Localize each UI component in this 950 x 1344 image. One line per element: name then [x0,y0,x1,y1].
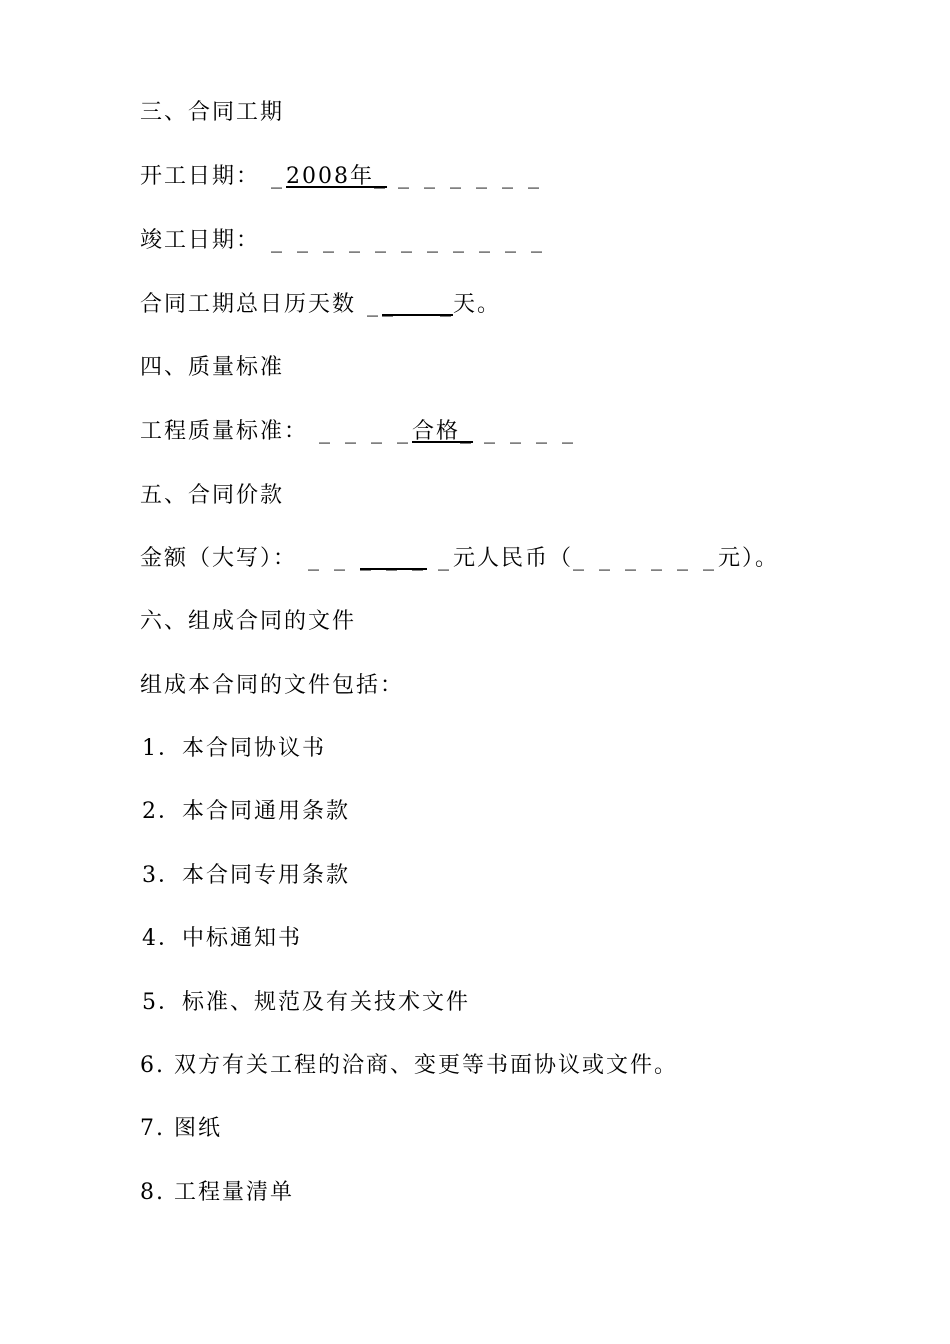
end-date-label: 竣工日期： [140,228,261,253]
list-item: 6. 双方有关工程的洽商、变更等书面协议或文件。 [140,1053,678,1078]
total-days-blank-pre: _ [356,292,383,317]
start-date-value: 2008年_ [286,164,388,189]
start-date-line [140,162,543,192]
list-item: 2．本合同通用条款 [142,799,350,824]
list-item: 4．中标通知书 [142,926,302,951]
amount-label: 金额（大写）： [140,546,298,571]
section-6-title: 六、组成合同的文件 [140,609,357,634]
quality-blank-pre: _ _ _ _ [308,419,412,444]
list-item: 5．标准、规范及有关技术文件 [142,990,470,1015]
total-days-unit: 天。 [452,292,501,317]
list-item: 3．本合同专用条款 [142,863,350,888]
total-days-value: _ _ [382,292,453,317]
quality-standard-value: 合格_ [412,419,474,444]
start-date-label: 开工日期： [140,164,261,189]
end-date-line [140,226,546,256]
quality-standard-label: 工程质量标准： [140,419,309,444]
amount-blank-pre: _ _ [297,546,360,571]
section-3-title: 三、合同工期 [140,100,285,125]
amount-small-blank: _ _ _ _ _ _ [573,546,718,571]
start-date-blank-post: _ _ _ _ _ _ [387,164,543,189]
amount-value: _ _ _ [360,546,427,571]
amount-line [140,544,779,574]
total-days-label: 合同工期总日历天数 [140,292,357,317]
quality-blank-post: _ _ _ _ [473,419,577,444]
amount-unit: 元人民币（ [453,546,574,571]
list-item: 1．本合同协议书 [142,736,326,761]
list-item: 7. 图纸 [140,1116,222,1141]
start-date-blank-pre: _ [260,164,287,189]
amount-blank-post: _ [427,546,453,571]
section-4-title: 四、质量标准 [140,355,285,380]
list-item: 8. 工程量清单 [140,1180,294,1205]
end-date-blank: _ _ _ _ _ _ _ _ _ _ _ [260,228,546,253]
amount-end: 元）。 [717,546,779,571]
quality-standard-line [140,417,577,447]
section-5-title: 五、合同价款 [140,483,285,508]
total-days-line [140,290,501,320]
section-6-intro: 组成本合同的文件包括： [140,673,405,698]
